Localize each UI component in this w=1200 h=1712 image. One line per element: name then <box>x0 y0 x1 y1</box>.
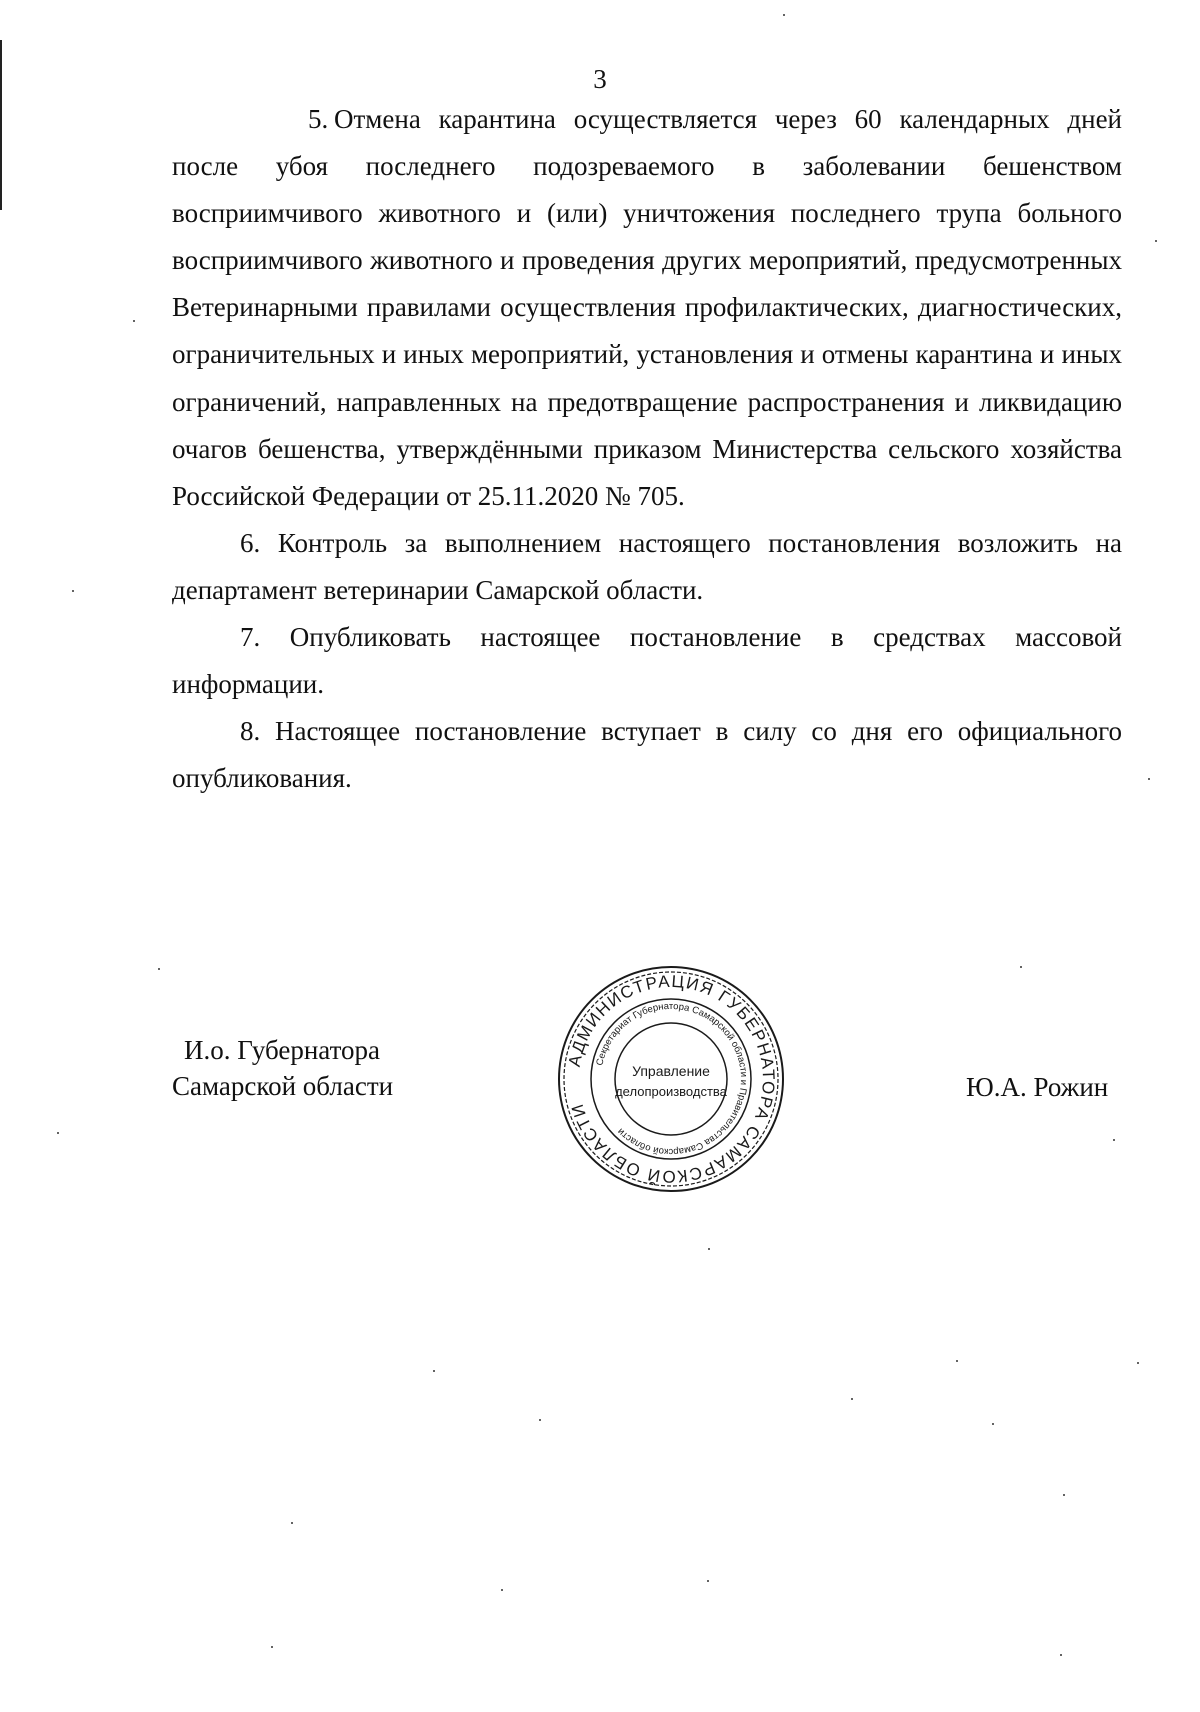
scan-speck <box>1148 778 1150 780</box>
scan-speck <box>992 1423 994 1425</box>
scan-speck <box>1063 1494 1065 1496</box>
scan-speck <box>1137 1362 1139 1364</box>
paragraph-7: 7. Опубликовать настоящее постановление в средствах массовой информации. <box>172 622 1122 700</box>
scan-speck <box>271 1646 273 1648</box>
scan-speck <box>851 1398 853 1400</box>
signatory-position <box>172 1032 393 1104</box>
scan-speck <box>1155 240 1157 242</box>
signatory-position-line2: Самарской области <box>172 1071 394 1101</box>
stamp-inner-text: Секретариат Губернатора Самарской области и Правительства Самарской области <box>594 1000 750 1158</box>
stamp-center-line2: делопроизводства <box>615 1084 727 1099</box>
scan-speck <box>708 1248 710 1250</box>
paragraph-5-text: Отмена карантина осуществляется через 60 календарных дней после убоя последнего подозреваемого в заболевании бешенством восприимчивого животного и (или) уничтожения последнего трупа больного восприимчивого животного и проведения других мероприятий, предусмотренных Ветеринарными правилами осуществления профилактических, диагностических, ограничительных и иных мероприятий, установления и отмены карантина и иных ограничений, направленных на предотвращение распространения и ликвидацию очагов бешенства, утверждёнными приказом Министерства сельского хозяйства Российской Федерации от 25.11.2020 № 705. <box>172 104 1122 511</box>
scan-speck <box>783 14 785 16</box>
page-number: 3 <box>593 64 607 94</box>
scan-speck <box>707 1580 709 1582</box>
signatory-name: Ю.А. Рожин <box>966 1072 1109 1102</box>
stamp-center-line1: Управление <box>632 1063 710 1079</box>
scan-speck <box>501 1589 503 1591</box>
stamp-outer-text: АДМИНИСТРАЦИЯ ГУБЕРНАТОРА САМАРСКОЙ ОБЛАСТИ <box>564 971 779 1187</box>
scan-speck <box>1020 966 1022 968</box>
scan-speck <box>956 1360 958 1362</box>
scan-speck <box>72 590 74 592</box>
scan-speck <box>158 968 160 970</box>
official-stamp <box>556 964 786 1194</box>
scan-speck <box>57 1132 59 1134</box>
scan-speck <box>133 320 135 322</box>
signatory-position-line1: И.о. Губернатора <box>184 1035 381 1065</box>
paragraph-5 <box>172 96 1122 520</box>
scan-speck <box>1060 1654 1062 1656</box>
document-body <box>172 96 1122 802</box>
scan-speck <box>1113 1139 1115 1141</box>
scan-speck <box>539 1419 541 1421</box>
paragraph-5-number: 5. <box>308 104 329 134</box>
paragraph-8: 8. Настоящее постановление вступает в силу со дня его официального опубликования. <box>172 716 1122 794</box>
paragraph-6: 6. Контроль за выполнением настоящего постановления возложить на департамент ветеринарии Самарской области. <box>172 527 1122 605</box>
scan-speck <box>433 1370 435 1372</box>
scan-speck <box>291 1522 293 1524</box>
